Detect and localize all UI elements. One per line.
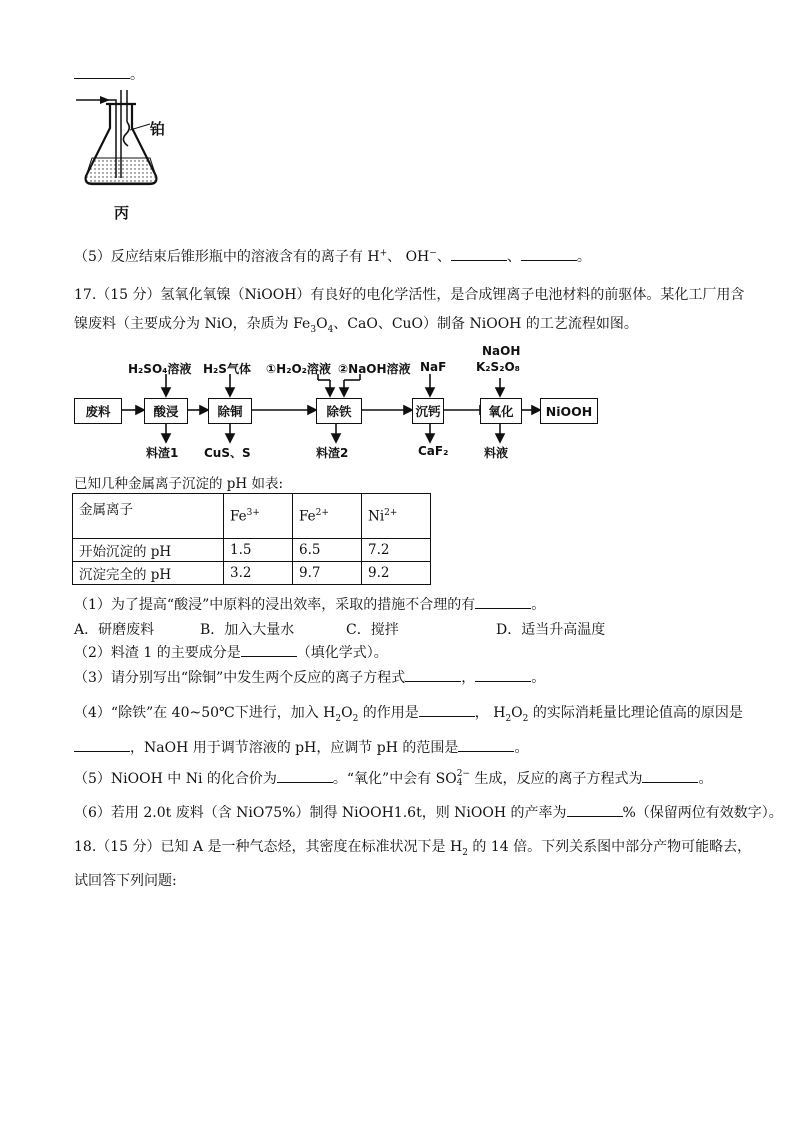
reagent-naoh-oxidation: NaOH (482, 344, 521, 358)
q17-part1: （1）为了提高“酸浸”中原料的浸出效率，采取的措施不合理的有 。 (74, 597, 546, 613)
q17-part4-line1: （4）“除铁”在 40~50℃下进行，加入 $H_2O_2$ 的作用是 ， $H_2O_2$ 的实际消耗量比理论值高的原因是 (74, 705, 743, 724)
flow-box-calcium-precipitation: 沉钙 (412, 398, 444, 424)
flow-box-waste: 废料 (74, 398, 122, 424)
option-c: C．搅拌 (346, 622, 399, 638)
q18-line2: 试回答下列问题: (74, 873, 177, 889)
platinum-electrode (123, 122, 129, 146)
flask-apparatus-figure (70, 88, 180, 210)
row-label-start: 开始沉淀的 pH (73, 539, 224, 562)
product-caf2: CaF₂ (418, 444, 449, 458)
header-metal-ion: 金属离子 (73, 494, 224, 539)
header-ni2: $Ni^{2+}$ (362, 494, 431, 539)
end-mark: 。 (130, 67, 144, 83)
flow-box-iron-removal: 除铁 (316, 398, 362, 424)
row-label-complete: 沉淀完全的 pH (73, 562, 224, 585)
reagent-h2s: H₂S气体 (203, 362, 251, 376)
q18-line1: 18.（15 分）已知 A 是一种气态烃，其密度在标准状况下是 $H_2$ 的 14 倍。下列关系图中部分产物可能略去， (74, 839, 752, 858)
flow-box-copper-removal: 除铜 (208, 398, 252, 424)
q17-intro-line1: 17.（15 分）氢氧化氧镍（NiOOH）有良好的电化学活性，是合成锂离子电池材料的前驱体。某化工厂用含 (74, 287, 745, 303)
product-residue1: 料渣1 (146, 446, 179, 460)
table-cell: 6.5 (293, 539, 362, 562)
table-intro: 已知几种金属离子沉淀的 pH 如表: (74, 476, 284, 492)
q17-part3: （3）请分别写出“除铜”中发生两个反应的离子方程式 ， 。 (74, 670, 546, 686)
table-cell: 9.2 (362, 562, 431, 585)
table-cell: 3.2 (224, 562, 293, 585)
platinum-label: 铂 (150, 120, 166, 138)
ph-table (72, 493, 431, 585)
option-a: A．研磨废料 (74, 622, 155, 638)
table-row (73, 562, 431, 585)
header-fe3: $Fe^{3+}$ (224, 494, 293, 539)
header-fe2: $Fe^{2+}$ (293, 494, 362, 539)
q17-part5: （5）NiOOH 中 Ni 的化合价为 。“氧化”中会有 SO 2− 4 生成，反应的离子方程式为 。 (74, 769, 713, 788)
reagent-h2o2: ①H₂O₂溶液 (266, 362, 331, 376)
reagent-naf: NaF (420, 360, 447, 374)
q17-part6: （6）若用 2.0t 废料（含 NiO75%）制得 NiOOH1.6t，则 NiOOH 的产率为 %（保留两位有效数字）。 (74, 805, 783, 821)
figure-caption: 丙 (114, 204, 130, 222)
option-b: B．加入大量水 (200, 622, 295, 638)
product-liquor: 料液 (484, 446, 509, 460)
q17-part4-line2: ，NaOH 用于调节溶液的 pH，应调节 pH 的范围是 。 (74, 737, 528, 757)
reagent-naoh: ②NaOH溶液 (338, 362, 411, 376)
table-cell: 9.7 (293, 562, 362, 585)
q17-intro-line2: 镍废料（主要成分为 NiO，杂质为 $Fe_3O_4$、CaO、CuO）制备 NiOOH 的工艺流程如图。 (74, 316, 638, 335)
q17-part2: （2）料渣 1 的主要成分是 （填化学式）。 (74, 645, 388, 661)
flow-box-niooh: NiOOH (540, 398, 598, 424)
q16-part5: （5）反应结束后锥形瓶中的溶液含有的离子有 H+、 OH−、 、 。 (74, 248, 591, 265)
reagent-h2so4: H₂SO₄溶液 (128, 362, 192, 376)
table-cell: 7.2 (362, 539, 431, 562)
flow-box-acid-leach: 酸浸 (144, 398, 188, 424)
table-header-row (73, 494, 431, 539)
answer-blank-line (74, 64, 144, 84)
option-d: D．适当升高温度 (496, 622, 606, 638)
table-cell: 1.5 (224, 539, 293, 562)
flow-box-oxidation: 氧化 (480, 398, 522, 424)
product-cus-s: CuS、S (204, 446, 251, 460)
product-residue2: 料渣2 (316, 446, 349, 460)
reagent-k2s2o8: K₂S₂O₈ (476, 360, 520, 374)
table-row (73, 539, 431, 562)
